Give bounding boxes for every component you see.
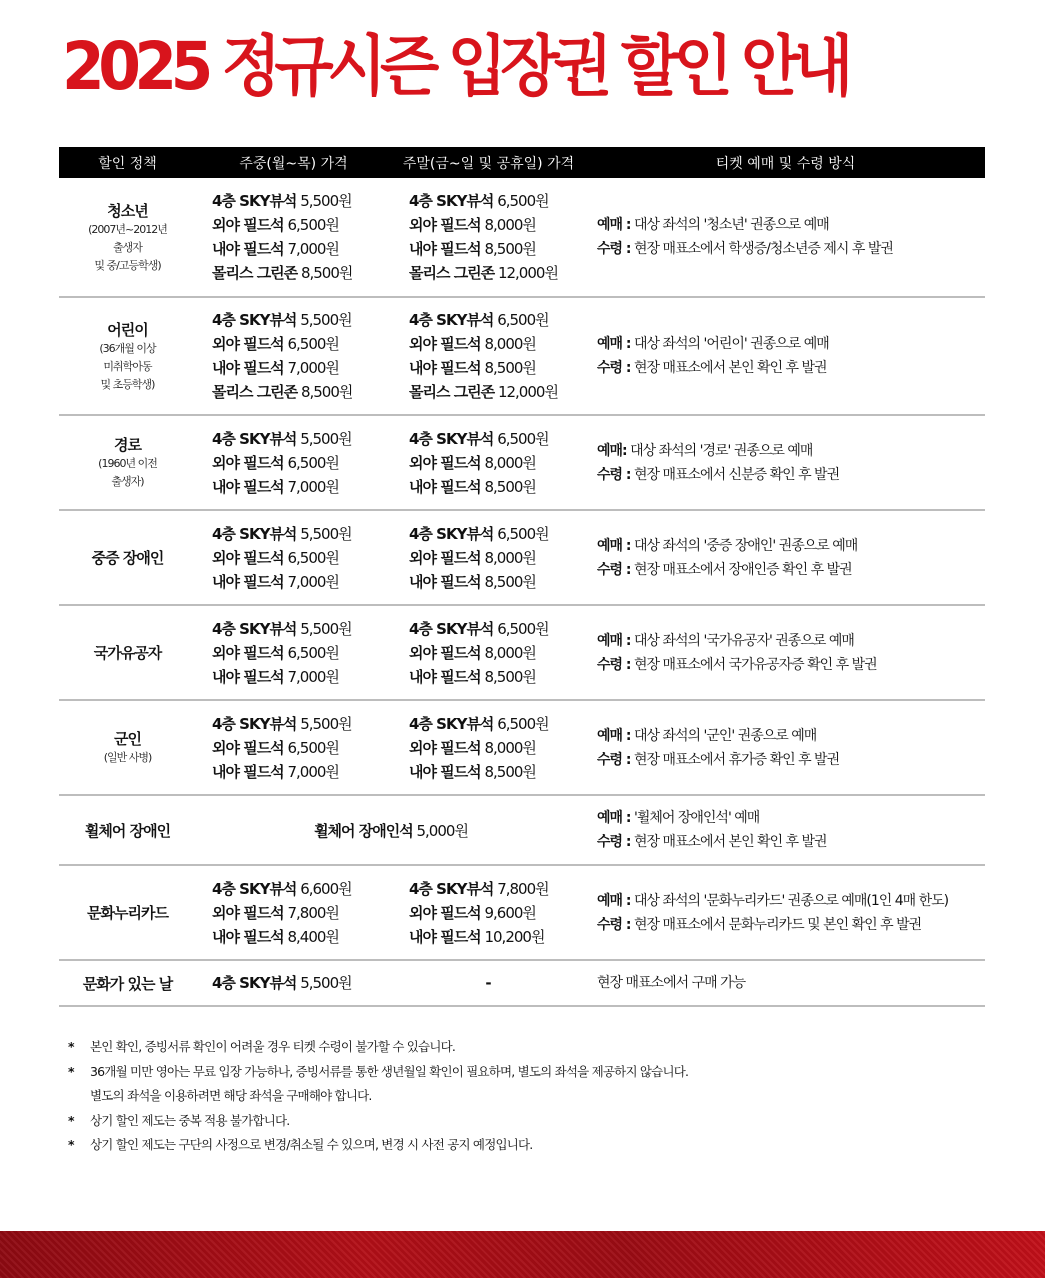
seat-name: 내야 필드석 <box>212 762 284 781</box>
seat-price: 7,000원 <box>287 762 339 781</box>
price-line <box>212 427 391 451</box>
note-text: 별도의 좌석을 이용하려면 해당 좌석을 구매해야 합니다. <box>90 1088 372 1103</box>
weekend-price-cell <box>391 427 586 499</box>
note-bullet <box>68 1084 90 1109</box>
note-text: 상기 할인 제도는 중복 적용 불가합니다. <box>90 1112 290 1128</box>
seat-name: 4층 SKY뷰석 <box>409 192 494 210</box>
seat-name: 내야 필드석 <box>409 477 481 496</box>
price-line <box>212 308 391 332</box>
seat-price: 7,000원 <box>287 667 339 686</box>
seat-name: 몰리스 그린존 <box>409 264 495 282</box>
seat-price: 5,500원 <box>300 311 352 329</box>
ticket-method-cell <box>586 534 985 582</box>
seat-price: 12,000원 <box>497 383 558 401</box>
price-line <box>212 641 391 665</box>
seat-name: 휠체어 장애인석 <box>314 821 413 840</box>
method-label: 수령 : <box>597 834 631 850</box>
weekend-price-cell <box>391 189 586 285</box>
policy-cell <box>59 902 196 923</box>
price-line <box>409 522 586 546</box>
policy-cell <box>59 319 196 394</box>
page-title: 2025 정규시즌 입장권 할인 안내 <box>62 28 847 105</box>
combined-price-cell <box>196 820 586 841</box>
seat-name: 몰리스 그린존 <box>409 383 495 401</box>
method-line <box>597 889 985 913</box>
weekend-price-cell <box>391 522 586 594</box>
seat-price: 8,500원 <box>484 477 536 496</box>
method-label: 예매 : <box>597 217 631 233</box>
ticket-method-cell <box>586 806 985 854</box>
price-line <box>409 237 586 261</box>
method-label: 수령 : <box>597 656 631 673</box>
seat-name: 외야 필드석 <box>212 548 284 567</box>
method-text: 대상 좌석의 '문화누리카드' 권종으로 예매(1인 4매 한도) <box>630 892 949 909</box>
price-line <box>212 189 391 213</box>
weekday-price-cell <box>196 971 391 995</box>
price-line <box>212 877 391 901</box>
price-line <box>409 356 586 380</box>
method-text: 현장 매표소에서 신분증 확인 후 발권 <box>630 466 840 483</box>
seat-name: 몰리스 그린존 <box>212 383 298 401</box>
price-line <box>212 736 391 760</box>
method-line <box>597 534 985 558</box>
seat-name: 4층 SKY뷰석 <box>409 524 494 543</box>
method-text: 대상 좌석의 '국가유공자' 권종으로 예매 <box>630 632 854 649</box>
header-weekend-price: 주말(금~일 및 공휴일) 가격 <box>402 155 575 172</box>
seat-price: 7,000원 <box>287 240 339 258</box>
seat-name: 4층 SKY뷰석 <box>409 714 494 733</box>
seat-name: 외야 필드석 <box>409 216 481 234</box>
method-label: 수령 : <box>597 561 631 578</box>
method-label: 예매 : <box>597 892 631 909</box>
ticket-method-cell <box>586 332 985 380</box>
note-bullet: * <box>68 1137 74 1152</box>
method-label: 예매 : <box>597 810 631 826</box>
seat-name: 내야 필드석 <box>409 927 481 946</box>
seat-name: 내야 필드석 <box>212 240 284 258</box>
seat-price: 6,600원 <box>300 879 352 898</box>
policy-eligibility: 미취학아동 <box>103 359 152 373</box>
weekday-price-cell <box>196 427 391 499</box>
policy-cell <box>59 973 196 994</box>
note-item <box>68 1035 688 1060</box>
note-item <box>68 1109 688 1134</box>
price-line <box>212 356 391 380</box>
method-line <box>597 806 985 830</box>
policy-eligibility: 출생자) <box>111 475 144 488</box>
ticket-method-cell <box>586 439 985 487</box>
note-item <box>68 1133 688 1158</box>
ticket-method-cell <box>586 213 985 261</box>
seat-price: 7,000원 <box>287 359 339 377</box>
header-weekday-price: 주중(월~목) 가격 <box>239 155 348 172</box>
seat-price: 12,000원 <box>497 264 558 282</box>
policy-category: 경로 <box>114 436 141 454</box>
table-row <box>59 416 985 511</box>
method-text: 대상 좌석의 '청소년' 권종으로 예매 <box>630 217 829 233</box>
seat-price: 7,000원 <box>287 572 339 591</box>
policy-eligibility: (일반 사병) <box>103 751 152 764</box>
seat-price: 6,500원 <box>497 429 549 448</box>
price-line <box>212 380 391 404</box>
seat-name: 몰리스 그린존 <box>212 264 298 282</box>
price-line <box>212 760 391 784</box>
ticket-method-cell <box>586 889 985 937</box>
seat-price: 8,000원 <box>484 738 536 757</box>
weekend-price-cell <box>391 712 586 784</box>
price-line <box>409 213 586 237</box>
method-line <box>597 629 985 653</box>
seat-name: 4층 SKY뷰석 <box>212 879 297 898</box>
policy-eligibility: 및 중/고등학생) <box>94 258 161 272</box>
price-line <box>409 712 586 736</box>
seat-name: 4층 SKY뷰석 <box>409 619 494 638</box>
weekend-price-cell <box>391 877 586 949</box>
seat-name: 내야 필드석 <box>409 572 481 591</box>
ticket-method-cell <box>586 971 985 995</box>
method-label: 수령 : <box>597 751 631 768</box>
policy-category: 중증 장애인 <box>91 549 164 567</box>
seat-name: 외야 필드석 <box>212 216 284 234</box>
seat-price: 6,500원 <box>497 619 549 638</box>
policy-category: 문화가 있는 날 <box>82 974 173 993</box>
method-text: 현장 매표소에서 국가유공자증 확인 후 발권 <box>630 656 877 673</box>
price-line <box>409 427 586 451</box>
seat-price: 5,000원 <box>416 821 468 840</box>
table-row <box>59 796 985 866</box>
method-label: 예매: <box>597 442 627 459</box>
seat-name: 외야 필드석 <box>409 738 481 757</box>
policy-cell <box>59 200 196 275</box>
seat-name: 외야 필드석 <box>409 453 481 472</box>
seat-price: 10,200원 <box>484 927 545 946</box>
seat-price: 5,500원 <box>300 714 352 733</box>
price-line <box>409 760 586 784</box>
seat-price: 6,500원 <box>287 453 339 472</box>
price-line <box>409 665 586 689</box>
weekday-price-cell <box>196 308 391 404</box>
seat-name: 외야 필드석 <box>409 335 481 353</box>
ticket-method-cell <box>586 724 985 772</box>
footer-decoration <box>0 1231 1045 1278</box>
method-line <box>597 237 985 261</box>
seat-price: 6,500원 <box>287 643 339 662</box>
seat-name: 4층 SKY뷰석 <box>212 192 297 210</box>
table-row <box>59 961 985 1007</box>
method-text: 현장 매표소에서 문화누리카드 및 본인 확인 후 발권 <box>630 916 922 933</box>
method-line <box>597 913 985 937</box>
weekday-price-cell <box>196 522 391 594</box>
price-line <box>409 901 586 925</box>
method-line <box>597 463 985 487</box>
price-line <box>212 213 391 237</box>
method-label: 수령 : <box>597 466 631 483</box>
seat-name: 내야 필드석 <box>212 359 284 377</box>
method-line <box>597 971 985 995</box>
price-line <box>409 189 586 213</box>
seat-price: 8,000원 <box>484 216 536 234</box>
method-line <box>597 213 985 237</box>
seat-name: 내야 필드석 <box>409 762 481 781</box>
weekday-price-cell <box>196 712 391 784</box>
price-line <box>212 261 391 285</box>
price-line <box>409 475 586 499</box>
price-line <box>409 736 586 760</box>
seat-price: 6,500원 <box>497 192 549 210</box>
table-row <box>59 511 985 606</box>
seat-price: 8,000원 <box>484 643 536 662</box>
method-line <box>597 356 985 380</box>
seat-price: 6,500원 <box>497 524 549 543</box>
note-bullet: * <box>68 1063 74 1079</box>
note-bullet: * <box>68 1039 74 1054</box>
seat-price: 5,500원 <box>300 619 352 638</box>
seat-price: 7,800원 <box>287 903 339 922</box>
method-text: 현장 매표소에서 학생증/청소년증 제시 후 발권 <box>630 241 893 257</box>
seat-price: 8,000원 <box>484 548 536 567</box>
weekend-price-cell <box>391 308 586 404</box>
method-label: 예매 : <box>597 537 631 554</box>
price-line <box>409 380 586 404</box>
price-line <box>212 570 391 594</box>
policy-cell <box>59 642 196 663</box>
price-line <box>212 971 391 995</box>
price-line <box>409 877 586 901</box>
seat-name: 4층 SKY뷰석 <box>212 619 297 638</box>
seat-name: 외야 필드석 <box>212 738 284 757</box>
price-line <box>409 332 586 356</box>
note-text: 36개월 미만 영아는 무료 입장 가능하나, 증빙서류를 통한 생년월일 확인이 필요하며, 별도의 좌석을 제공하지 않습니다. <box>90 1063 689 1079</box>
weekday-price-cell <box>196 189 391 285</box>
seat-name: 내야 필드석 <box>409 240 481 258</box>
seat-price: 6,500원 <box>287 738 339 757</box>
policy-category: 어린이 <box>107 320 148 339</box>
table-row <box>59 178 985 298</box>
price-line <box>212 475 391 499</box>
seat-price: 5,500원 <box>300 192 352 210</box>
seat-name: 내야 필드석 <box>409 667 481 686</box>
table-row <box>59 866 985 961</box>
method-line <box>597 439 985 463</box>
method-line <box>597 748 985 772</box>
seat-price: 6,500원 <box>287 216 339 234</box>
seat-price: 8,500원 <box>300 264 353 282</box>
price-line <box>212 617 391 641</box>
method-text: 현장 매표소에서 장애인증 확인 후 발권 <box>630 561 852 578</box>
price-line <box>212 712 391 736</box>
note-bullet: * <box>68 1112 74 1128</box>
price-line <box>409 261 586 285</box>
note-item <box>68 1060 688 1085</box>
table-row <box>59 606 985 701</box>
method-text: 대상 좌석의 '경로' 권종으로 예매 <box>626 442 813 459</box>
price-line <box>212 451 391 475</box>
seat-price: 6,500원 <box>497 714 549 733</box>
note-text: 본인 확인, 증빙서류 확인이 어려울 경우 티켓 수령이 불가할 수 있습니다. <box>90 1039 456 1054</box>
price-line <box>212 522 391 546</box>
policy-cell <box>59 728 196 767</box>
price-line <box>212 237 391 261</box>
seat-price: 5,500원 <box>300 974 352 992</box>
seat-name: 4층 SKY뷰석 <box>212 524 297 543</box>
method-text: 현장 매표소에서 본인 확인 후 발권 <box>630 360 827 376</box>
table-row <box>59 701 985 796</box>
seat-price: 8,500원 <box>300 383 353 401</box>
price-line <box>409 451 586 475</box>
table-header <box>59 147 985 178</box>
seat-name: 외야 필드석 <box>212 335 284 353</box>
method-line <box>597 724 985 748</box>
method-text: '휠체어 장애인석' 예매 <box>630 810 760 826</box>
price-line <box>409 570 586 594</box>
policy-eligibility: (1960년 이전 <box>98 457 157 470</box>
policy-eligibility: (2007년~2012년 <box>88 222 167 236</box>
price-line <box>212 546 391 570</box>
seat-price: 6,500원 <box>287 548 339 567</box>
policy-eligibility: 및 초등학생) <box>100 377 155 391</box>
price-line <box>212 332 391 356</box>
seat-name: 4층 SKY뷰석 <box>409 429 494 448</box>
method-label: 예매 : <box>597 727 631 744</box>
policy-cell <box>59 547 196 568</box>
price-line <box>409 641 586 665</box>
method-label: 예매 : <box>597 336 631 352</box>
seat-price: 9,600원 <box>484 903 536 922</box>
seat-price: 8,500원 <box>484 762 536 781</box>
policy-category: 청소년 <box>107 201 148 220</box>
table-row <box>59 298 985 416</box>
price-line <box>409 546 586 570</box>
seat-name: 내야 필드석 <box>409 359 481 377</box>
seat-name: 외야 필드석 <box>409 548 481 567</box>
seat-name: 외야 필드석 <box>212 643 284 662</box>
policy-cell <box>59 434 196 491</box>
seat-price: 8,000원 <box>484 335 536 353</box>
policy-cell <box>59 820 196 841</box>
seat-price: 8,500원 <box>484 240 536 258</box>
table-body <box>59 178 985 1007</box>
seat-price: 8,000원 <box>484 453 536 472</box>
method-text: 현장 매표소에서 본인 확인 후 발권 <box>630 834 827 850</box>
notes <box>68 1035 688 1158</box>
seat-name: 4층 SKY뷰석 <box>409 879 494 898</box>
seat-name: 내야 필드석 <box>212 572 284 591</box>
note-text: 상기 할인 제도는 구단의 사정으로 변경/취소될 수 있으며, 변경 시 사전 공지 예정입니다. <box>90 1137 533 1152</box>
seat-name: 내야 필드석 <box>212 927 284 946</box>
seat-price: 8,500원 <box>484 667 536 686</box>
method-line <box>597 332 985 356</box>
policy-eligibility: 출생자 <box>113 240 142 254</box>
seat-price: 5,500원 <box>300 524 352 543</box>
price-line <box>212 665 391 689</box>
method-text: 대상 좌석의 '군인' 권종으로 예매 <box>630 727 817 744</box>
method-line <box>597 653 985 677</box>
seat-price: 6,500원 <box>497 311 549 329</box>
method-line <box>597 830 985 854</box>
seat-price: 5,500원 <box>300 429 352 448</box>
seat-name: 외야 필드석 <box>212 903 284 922</box>
seat-name: 4층 SKY뷰석 <box>212 974 297 992</box>
seat-name: 4층 SKY뷰석 <box>409 311 494 329</box>
header-ticket-method: 티켓 예매 및 수령 방식 <box>715 155 856 172</box>
seat-price: 8,500원 <box>484 572 536 591</box>
policy-category: 문화누리카드 <box>87 904 168 922</box>
method-text: 현장 매표소에서 휴가증 확인 후 발권 <box>630 751 840 768</box>
weekend-price-cell: - <box>485 974 492 992</box>
ticket-method-cell <box>586 629 985 677</box>
price-line <box>409 308 586 332</box>
weekday-price-cell <box>196 617 391 689</box>
policy-category: 국가유공자 <box>93 644 162 662</box>
seat-price: 7,000원 <box>287 477 339 496</box>
method-text: 대상 좌석의 '중증 장애인' 권종으로 예매 <box>630 537 858 554</box>
seat-name: 외야 필드석 <box>409 643 481 662</box>
method-label: 예매 : <box>597 632 631 649</box>
policy-category: 휠체어 장애인 <box>84 821 171 840</box>
price-line <box>212 925 391 949</box>
seat-name: 4층 SKY뷰석 <box>212 311 297 329</box>
seat-name: 4층 SKY뷰석 <box>212 714 297 733</box>
seat-price: 8,500원 <box>484 359 536 377</box>
discount-table <box>59 147 985 1007</box>
method-label: 수령 : <box>597 241 631 257</box>
price-line <box>409 925 586 949</box>
price-line <box>212 901 391 925</box>
seat-price: 7,800원 <box>497 879 549 898</box>
method-label: 수령 : <box>597 916 631 933</box>
seat-price: 6,500원 <box>287 335 339 353</box>
seat-name: 내야 필드석 <box>212 667 284 686</box>
seat-name: 내야 필드석 <box>212 477 284 496</box>
price-line <box>409 617 586 641</box>
policy-category: 군인 <box>114 730 141 748</box>
note-item <box>68 1084 688 1109</box>
method-line <box>597 558 985 582</box>
method-text: 대상 좌석의 '어린이' 권종으로 예매 <box>630 336 829 352</box>
method-text: 현장 매표소에서 구매 가능 <box>597 975 746 991</box>
seat-name: 외야 필드석 <box>409 903 481 922</box>
seat-price: 8,400원 <box>287 927 339 946</box>
method-label: 수령 : <box>597 360 631 376</box>
weekday-price-cell <box>196 877 391 949</box>
policy-eligibility: (36개월 이상 <box>99 341 156 355</box>
seat-name: 외야 필드석 <box>212 453 284 472</box>
header-policy: 할인 정책 <box>98 155 157 172</box>
seat-name: 4층 SKY뷰석 <box>212 429 297 448</box>
weekend-price-cell <box>391 617 586 689</box>
